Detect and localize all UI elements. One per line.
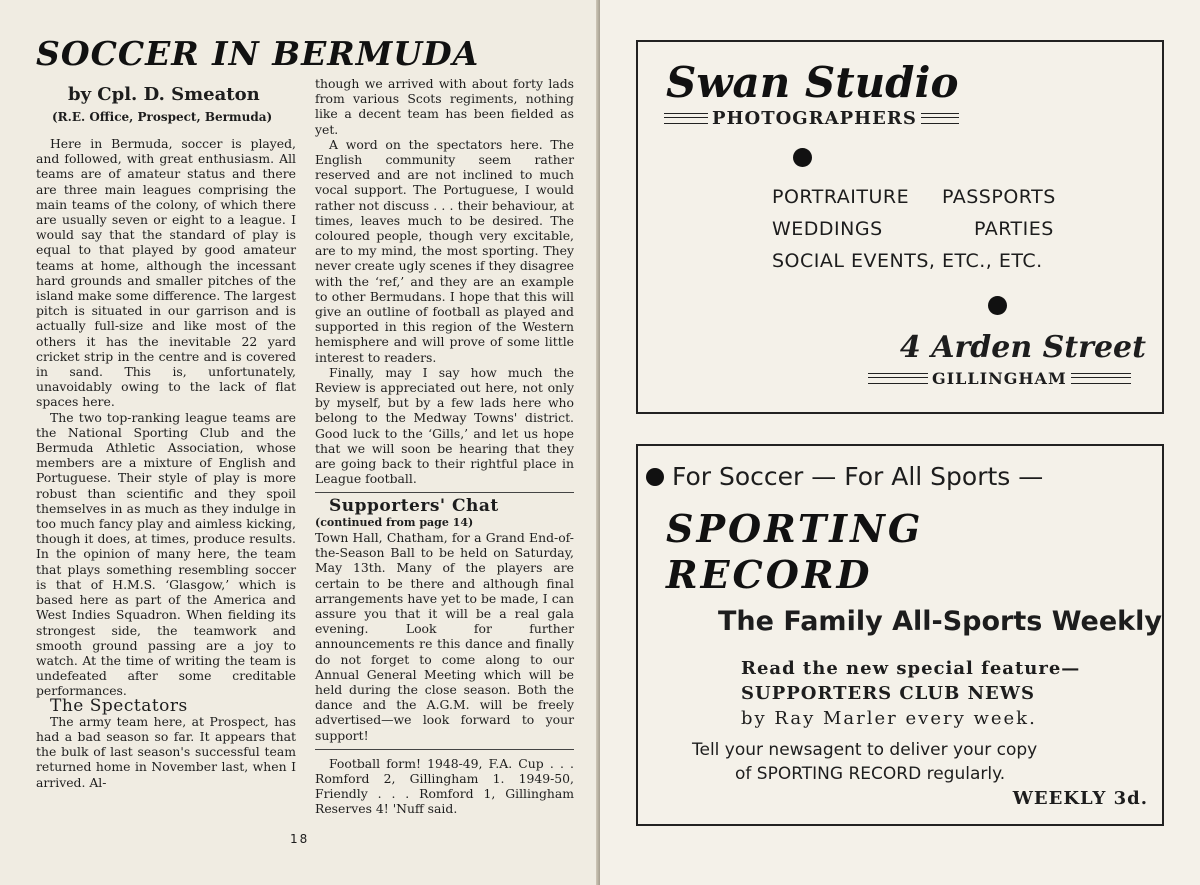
studio-subtitle: PHOTOGRAPHERS [664,108,959,129]
right-page [600,0,1200,885]
bullet-dot [988,296,1007,315]
divider [315,749,574,750]
studio-address: 4 Arden Street [899,330,1146,365]
divider [315,492,574,493]
subhead-spectators: The Spectators [50,695,188,716]
article-title: SOCCER IN BERMUDA [36,34,480,73]
rule-lines [921,113,959,124]
author-office: (R.E. Office, Prospect, Bermuda) [52,110,273,124]
feature-line-1: Read the new special feature— [741,658,1081,679]
feature-line-2: SUPPORTERS CLUB NEWS [741,683,1035,704]
ad-price: WEEKLY 3d. [1012,788,1148,809]
studio-town: GILLINGHAM [868,369,1131,388]
sporting-record-ad [636,444,1164,826]
feature-line-3: by Ray Marler every week. [741,708,1037,729]
article-paragraph: Here in Bermuda, soccer is played, and followed, with great enthusiasm. All teams are of amateur status and there are three main leagues comprising the main teams of the colony, of which there are usually seven or eight to a league. I would say that the standard of play is equal to that played by good amateur teams at home, although the incessant hard grounds and smaller pitches of the island make some difference. The largest pitch is situated in our garrison and is actually full-size and like most of the others it has the inevitable 22 yard cricket strip in the centre and is covered in sand. This is, unfortunately, unavoidably owing to the lack of flat spaces here. [36,136,296,410]
ad-subtitle: The Family All-Sports Weekly [718,606,1162,637]
rule-lines [1071,373,1131,384]
article-paragraph: A word on the spectators here. The English community seem rather reserved and are not inclined to much vocal support. The Portuguese, I would rather not discuss . . . their behaviour, at times, leaves much to be desired. The coloured people, though very excitable, are to my mind, the most sporting. They never create ugly scenes if they disagree with the ‘ref,’ and they are an example to other Bermudans. I hope that this will give an outline of football as played and supported in this region of the Western hemisphere and will prove of some little interest to readers. [315,136,574,365]
article-paragraph: The two top-ranking league teams are the National Sporting Club and the Bermuda Athletic Association, whose members are a mixture of English and Portuguese. Their style of play is more robust than scientific and they spoil themselves in as much as they indulge in too much fancy play and aimless kicking, though it does, at times, produce results. In the opinion of many here, the team that plays something resembling soccer is that of H.M.S. ‘Glasgow,’ which is based here as part of the America and West Indies Squadron. When fielding its strongest side, the teamwork and smooth ground passing are a joy to watch. At the time of writing the team is undefeated after some creditable performances. [36,409,296,699]
article-column-1 [36,136,296,790]
page-number: 18 [290,832,310,846]
bullet-dot [793,148,812,167]
service-parties: PARTIES [974,218,1054,240]
swan-studio-ad [636,40,1164,414]
service-social-events: SOCIAL EVENTS, ETC., ETC. [772,250,1043,272]
subhead-supporters-chat: Supporters' Chat [329,496,499,517]
rule-lines [868,373,928,384]
continued-note: (continued from page 14) [315,515,474,529]
bullet-dot [646,468,664,486]
tell-line-1: Tell your newsagent to deliver your copy [692,740,1038,760]
service-passports: PASSPORTS [942,186,1056,208]
article-paragraph: Finally, may I say how much the Review is appreciated out here, not only by myself, but by a few lads here who belong to the Medway Towns' district. Good luck to the ‘Gills,’ and let us hope that we will soon be hearing that they are going back to their rightful place in League football. [315,364,574,487]
article-column-2 [315,76,574,817]
article-paragraph: Town Hall, Chatham, for a Grand End-of-the-Season Ball to be held on Saturday, May 13th. Many of the players are certain to be there and although final arrangements have yet to be made, I can assure you that it will be a real gala evening. Look for further announcements re this dance and finally do not forget to come along to our Annual General Meeting which will be held during the close season. Both the dance and the A.G.M. will be freely advertised—we look forward to your support! [315,529,574,743]
rule-lines [664,113,708,124]
sporting-record-title-2: RECORD [666,552,873,597]
tell-line-2: of SPORTING RECORD regularly. [735,764,1006,784]
football-form-note: Football form! 1948-49, F.A. Cup . . . Romford 2, Gillingham 1. 1949-50, Friendly . . . Romford 1, Gillingham Reserves 4! 'Nuff said. [315,755,574,817]
service-weddings: WEDDINGS [772,218,883,240]
article-paragraph: though we arrived with about forty lads from various Scots regiments, nothing like a decent team has been fielded as yet. [315,76,574,137]
service-portraiture: PORTRAITURE [772,186,910,208]
article-paragraph: The army team here, at Prospect, has had a bad season so far. It appears that the bulk of last season's successful team returned home in November last, when I arrived. Al- [36,713,296,790]
sporting-record-title-1: SPORTING [666,506,924,551]
ad-tagline: For Soccer — For All Sports — [646,462,1043,491]
article-byline: by Cpl. D. Smeaton [68,84,260,105]
studio-name: Swan Studio [666,58,959,107]
